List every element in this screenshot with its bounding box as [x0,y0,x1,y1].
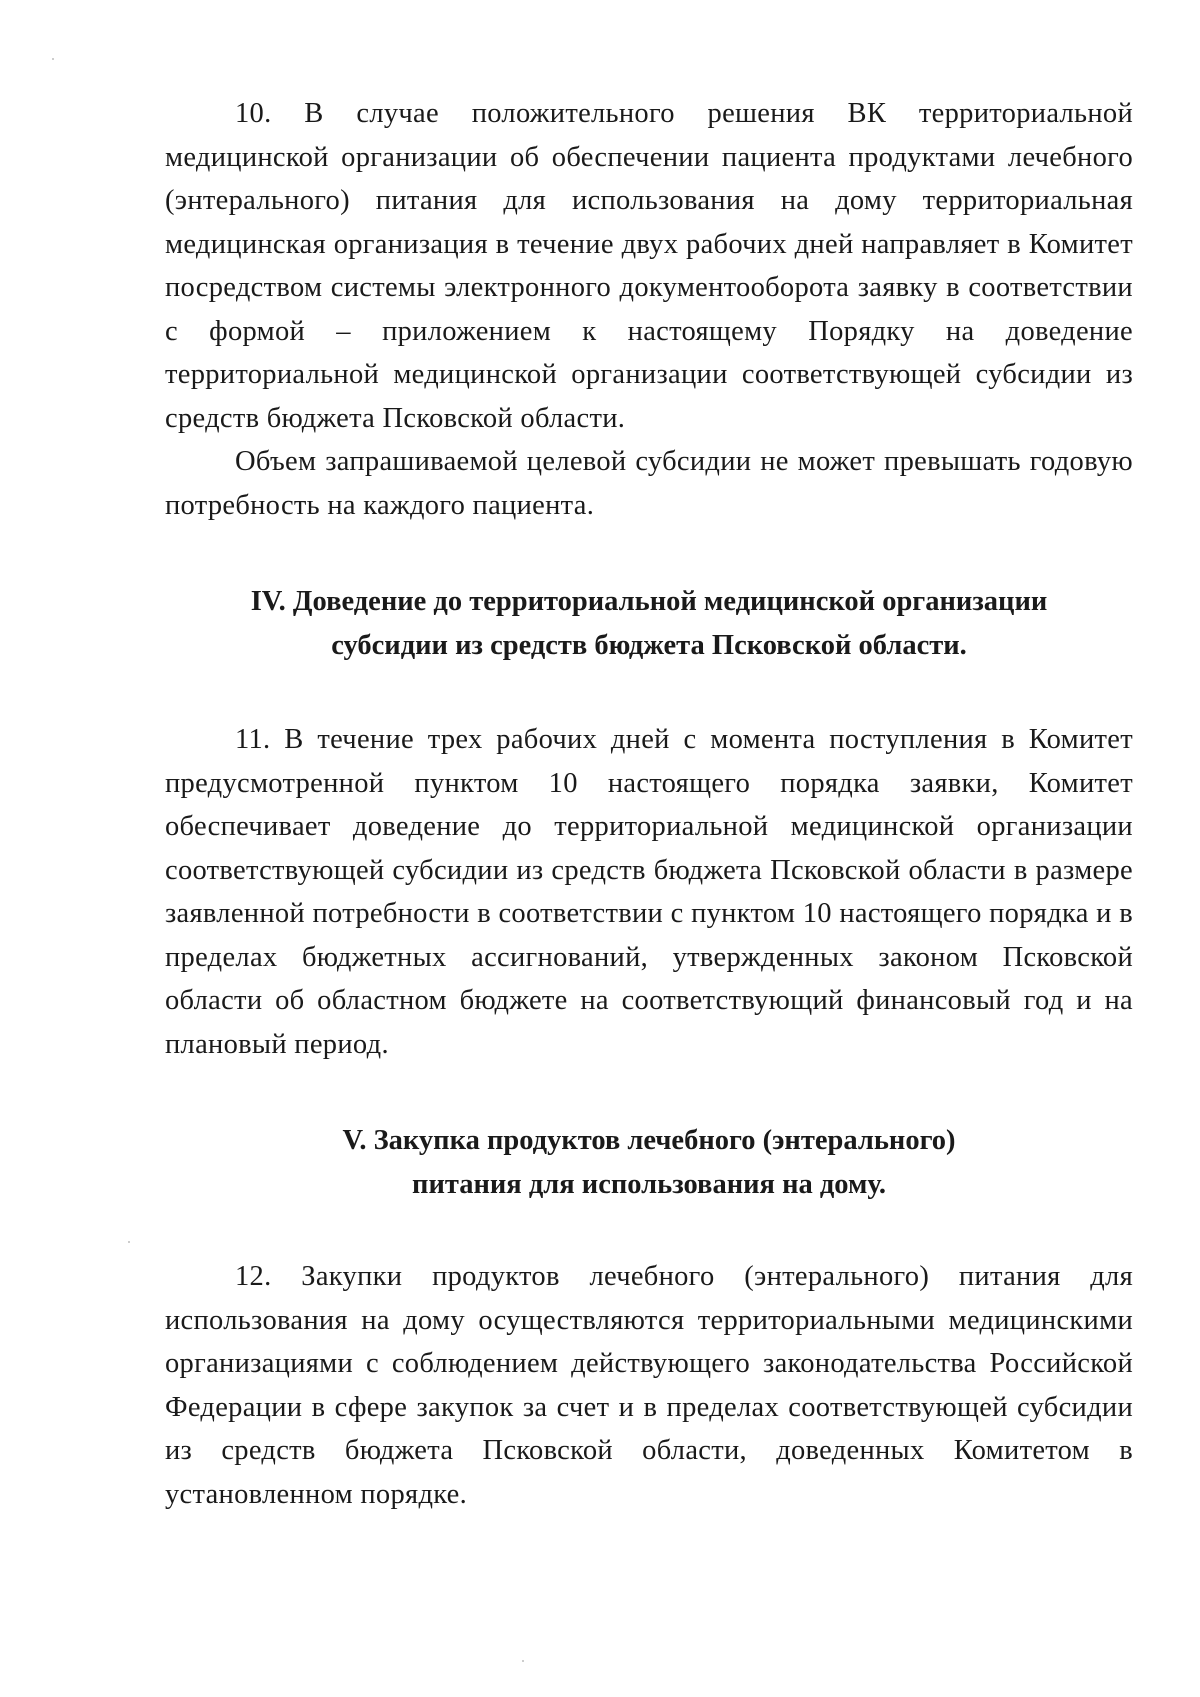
section-heading-v-line2: питания для использования на дому. [412,1169,886,1200]
section-heading-iv-line2: субсидии из средств бюджета Псковской области. [331,630,967,661]
paragraph-11: 11. В течение трех рабочих дней с момента поступления в Комитет предусмотренной пунктом 10 настоящего порядка заявки, Комитет обеспечивает доведение до территориальной медицинской организации соответствующей субсидии из средств бюджета Псковской области в размере заявленной потребности в соответствии с пунктом 10 настоящего порядка и в пределах бюджетных ассигнований, утвержденных законом Псковской области об областном бюджете на соответствующий финансовый год и на плановый период. [165,724,1133,1060]
scan-speck [128,1241,130,1243]
section-heading-iv-line1: IV. Доведение до территориальной медицинской организации [250,586,1048,617]
section-heading-v [165,1119,1133,1207]
scan-speck [522,1660,524,1662]
section-heading-iv [165,580,1133,668]
paragraph-volume-limit: Объем запрашиваемой целевой субсидии не может превышать годовую потребность на каждого пациента. [165,446,1133,521]
paragraph-12: 12. Закупки продуктов лечебного (энтерального) питания для использования на дому осуществляются территориальными медицинскими организациями с соблюдением действующего законодательства Российской Федерации в сфере закупок за счет и в пределах соответствующей субсидии из средств бюджета Псковской области, доведенных Комитетом в установленном порядке. [165,1261,1133,1510]
scan-speck [52,58,54,60]
document-body [165,92,1133,1516]
paragraph-10: 10. В случае положительного решения ВК территориальной медицинской организации об обеспечении пациента продуктами лечебного (энтерального) питания для использования на дому территориальная медицинская организация в течение двух рабочих дней направляет в Комитет посредством системы электронного документооборота заявку в соответствии с формой – приложением к настоящему Порядку на доведение территориальной медицинской организации соответствующей субсидии из средств бюджета Псковской области. [165,98,1133,434]
section-heading-v-line1: V. Закупка продуктов лечебного (энтерального) [342,1125,956,1156]
